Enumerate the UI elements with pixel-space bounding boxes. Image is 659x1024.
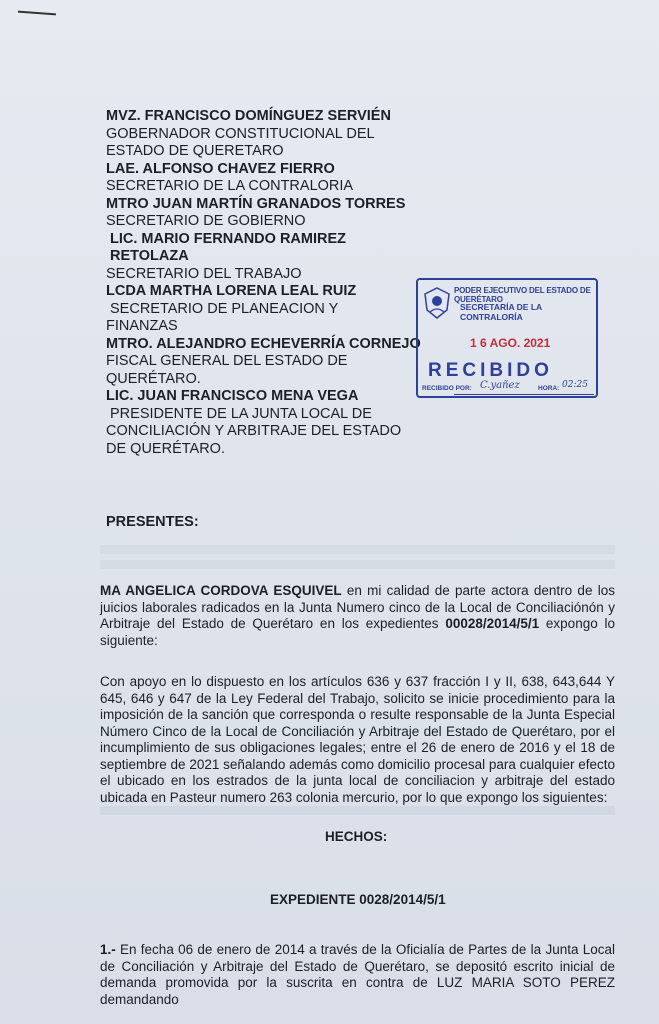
addressee-name: MTRO JUAN MARTÍN GRANADOS TORRES [106, 195, 406, 212]
stamp-issuer: PODER EJECUTIVO DEL ESTADO DE QUERÉTARO [454, 286, 591, 304]
request-paragraph: Con apoyo en lo dispuesto en los artículos 636 y 637 fracción I y II, 638, 643,644 Y 645, 646 y 647 de la Ley Federal del Trabajo, solicito se inicie procedimiento para la imposición de la sanción que corresponda o resulte responsable de la Junta Especial Número Cinco de la Local de Conciliación y Arbitraje del Estado de Querétaro, por el incumplimiento de sus obligaciones legales; entre el 26 de enero de 2016 y el 18 de septiembre de 2021 señalando además como domicilio procesal para cualquier efecto el ubicado en los estrados de la junta local de conciliacion y arbitraje del estado ubicada en Pasteur numero 263 colonia mercurio, por lo que expongo los siguientes: [100, 674, 615, 805]
section-heading-hechos: HECHOS: [325, 829, 388, 844]
salutation: PRESENTES: [106, 514, 199, 530]
stamp-received-by-value: C.yañez [480, 380, 520, 391]
addressee [106, 231, 426, 284]
section-heading-expediente: EXPEDIENTE 0028/2014/5/1 [270, 892, 446, 907]
plaintiff-name: MA ANGELICA CORDOVA ESQUIVEL [100, 583, 342, 598]
paragraph-text: expongo lo siguiente: [100, 616, 615, 648]
addressee-role: QUERÉTARO. [106, 370, 201, 387]
fact-number: 1.- [100, 942, 116, 957]
stamp-received-by-label: RECIBIDO POR: [422, 385, 472, 392]
addressee-name: LCDA MARTHA LORENA LEAL RUIZ [106, 283, 357, 299]
addressee-role: SECRETARIO DE PLANEACION Y [110, 300, 339, 317]
addressee-role: GOBERNADOR CONSTITUCIONAL DEL [106, 125, 375, 142]
addressee-role: CONCILIACIÓN Y ARBITRAJE DEL ESTADO [106, 423, 402, 439]
reception-stamp [416, 278, 598, 398]
addressee-role: DE QUERÉTARO. [106, 440, 225, 457]
addressee-role: ESTADO DE QUERETARO [106, 143, 284, 159]
addressee [106, 196, 426, 231]
addressee-role: SECRETARIO DEL TRABAJO [106, 265, 302, 282]
fact-paragraph [100, 942, 615, 1008]
addressee-name: LAE. ALFONSO CHAVEZ FIERRO [106, 160, 335, 177]
stamp-date: 1 6 AGO. 2021 [470, 336, 551, 350]
addressee-role: PRESIDENTE DE LA JUNTA LOCAL DE [110, 405, 372, 422]
paragraph-text: en mi calidad de parte actora dentro de los juicios laborales radicados en la Junta Numero cinco de la Local de Conciliaciónón y Arbitraje del Estado de Querétaro en los expedientes [100, 583, 615, 631]
stamp-received: RECIBIDO [428, 360, 553, 381]
pen-mark [18, 11, 56, 16]
addressee-name: MVZ. FRANCISCO DOMÍNGUEZ SERVIÉN [106, 108, 391, 124]
stamp-office: SECRETARÍA DE LA CONTRALORÍA [460, 302, 542, 322]
intro-paragraph [100, 583, 615, 649]
addressee-list [106, 108, 426, 458]
stamp-time-label: HORA: [538, 385, 560, 392]
addressee [106, 161, 426, 196]
paragraph-text: En fecha 06 de enero de 2014 a través de la Oficialía de Partes de la Junta Local de Conciliación y Arbitraje del Estado de Querétaro, se depositó escrito inicial de demanda promovida por la suscrita en contra de LUZ MARIA SOTO PEREZ demandando [100, 942, 615, 1007]
addressee-name: MTRO. ALEJANDRO ECHEVERRÍA CORNEJO [106, 335, 421, 352]
addressee [106, 283, 426, 336]
case-number: 00028/2014/5/1 [445, 616, 540, 631]
addressee-role: FISCAL GENERAL DEL ESTADO DE [106, 353, 348, 369]
coat-of-arms-icon [422, 286, 452, 320]
addressee-role: SECRETARIO DE GOBIERNO [106, 213, 306, 229]
bleed-through [100, 545, 615, 554]
stamp-time-value: 02:25 [562, 380, 588, 390]
addressee-name: LIC. MARIO FERNANDO RAMIREZ RETOLAZA [110, 230, 347, 264]
addressee [106, 336, 426, 389]
addressee [106, 388, 426, 458]
addressee-name: LIC. JUAN FRANCISCO MENA VEGA [106, 388, 359, 404]
stamp-signature-line [454, 394, 594, 395]
bleed-through [100, 806, 615, 815]
addressee [106, 108, 426, 161]
bleed-through [100, 560, 615, 569]
addressee-role: FINANZAS [106, 318, 178, 334]
addressee-role: SECRETARIO DE LA CONTRALORIA [106, 178, 354, 194]
